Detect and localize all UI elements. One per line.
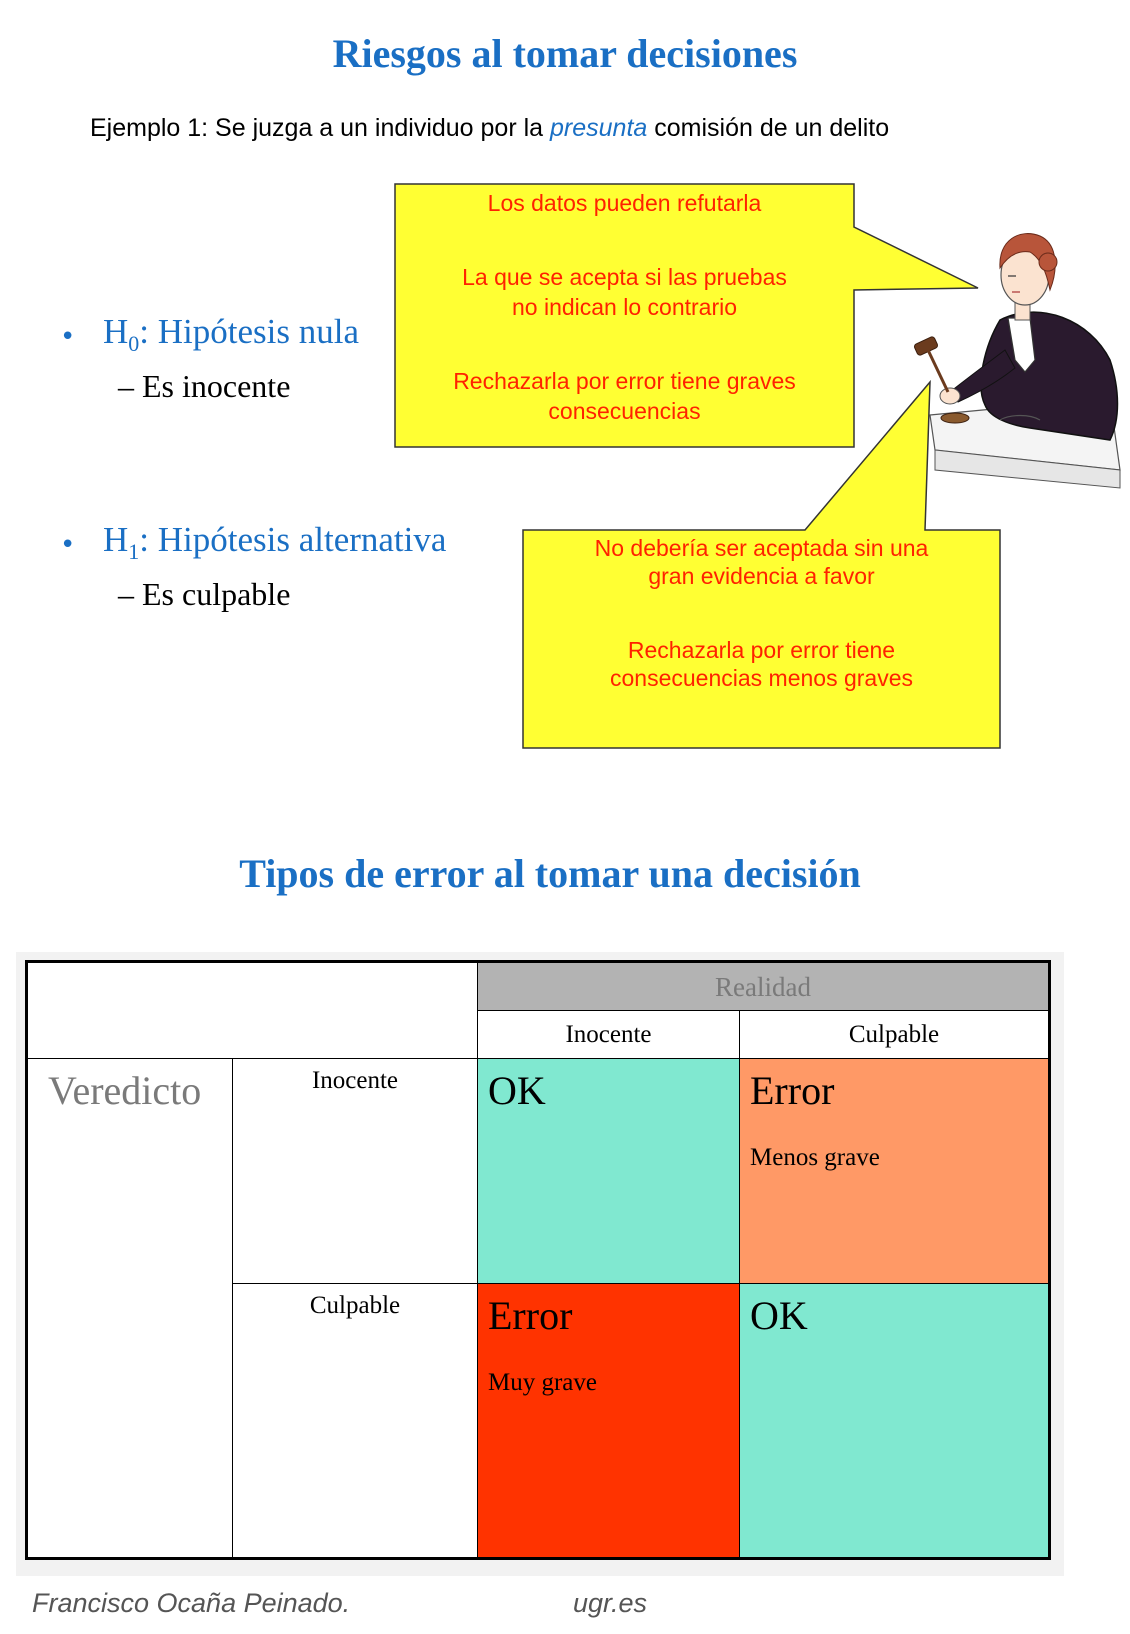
footer-author: Francisco Ocaña Peinado.	[32, 1588, 351, 1618]
verdict-row-culpable-label: Culpable	[309, 1292, 401, 1319]
table-corner-empty	[28, 963, 478, 1059]
bubble-top-line: Rechazarla por error tiene graves	[453, 368, 796, 394]
h1-hypothesis	[103, 520, 446, 565]
h0-hypothesis	[103, 312, 359, 357]
reality-col-culpable: Culpable	[740, 1011, 1048, 1059]
h1-symbol: H	[103, 520, 129, 559]
cell-inocente-culpable	[740, 1059, 1048, 1284]
cell-main: Error	[488, 1293, 573, 1338]
cell-culpable-culpable	[740, 1284, 1048, 1557]
bubble-top-line: Los datos pueden refutarla	[487, 190, 762, 216]
cell-main: OK	[750, 1293, 808, 1338]
bullet-dot-icon: •	[60, 322, 76, 352]
bubble-bottom	[523, 534, 1000, 692]
h1-subscript: 1	[128, 539, 140, 564]
bubble-bottom-line: No debería ser aceptada sin una	[594, 535, 929, 561]
h1-label: : Hipótesis alternativa	[139, 520, 447, 559]
reality-col-inocente: Inocente	[478, 1011, 740, 1059]
bubble-top-line: La que se acepta si las pruebas	[462, 264, 787, 290]
cell-note: Menos grave	[750, 1144, 880, 1171]
bubble-bottom-line: Rechazarla por error tiene	[627, 637, 896, 663]
bullet-dot-icon: •	[60, 530, 76, 560]
bubble-bottom-line: gran evidencia a favor	[648, 563, 875, 589]
h0-subscript: 0	[128, 331, 140, 356]
verdict-row-inocente-label: Inocente	[311, 1067, 399, 1094]
intro-text-after: comisión de un delito	[647, 114, 890, 142]
intro-text-before: Ejemplo 1: Se juzga a un individuo por la	[90, 114, 551, 142]
bubble-bottom-line: consecuencias menos graves	[610, 665, 913, 691]
h1-detail: – Es culpable	[118, 576, 291, 612]
cell-main: OK	[488, 1068, 546, 1113]
h0-symbol: H	[103, 312, 129, 351]
verdict-row-culpable	[233, 1284, 478, 1557]
footer-site: ugr.es	[573, 1588, 648, 1618]
verdict-label: Veredicto	[48, 1068, 202, 1113]
slide1-title: Riesgos al tomar decisiones	[332, 31, 798, 76]
intro-emphasis: presunta	[550, 114, 648, 142]
reality-header: Realidad	[478, 963, 1048, 1011]
cell-inocente-inocente	[478, 1059, 740, 1284]
h0-label: : Hipótesis nula	[139, 312, 359, 351]
bubble-top	[395, 188, 854, 426]
error-types-table	[25, 960, 1051, 1560]
verdict-label-cell	[28, 1059, 233, 1557]
bubble-top-line: consecuencias	[548, 398, 701, 424]
slide2-title: Tipos de error al tomar una decisión	[239, 851, 861, 896]
h0-detail: – Es inocente	[118, 368, 291, 404]
cell-culpable-inocente	[478, 1284, 740, 1557]
cell-main: Error	[750, 1068, 835, 1113]
bubble-top-line: no indican lo contrario	[511, 294, 738, 320]
verdict-row-inocente	[233, 1059, 478, 1284]
cell-note: Muy grave	[488, 1369, 597, 1396]
